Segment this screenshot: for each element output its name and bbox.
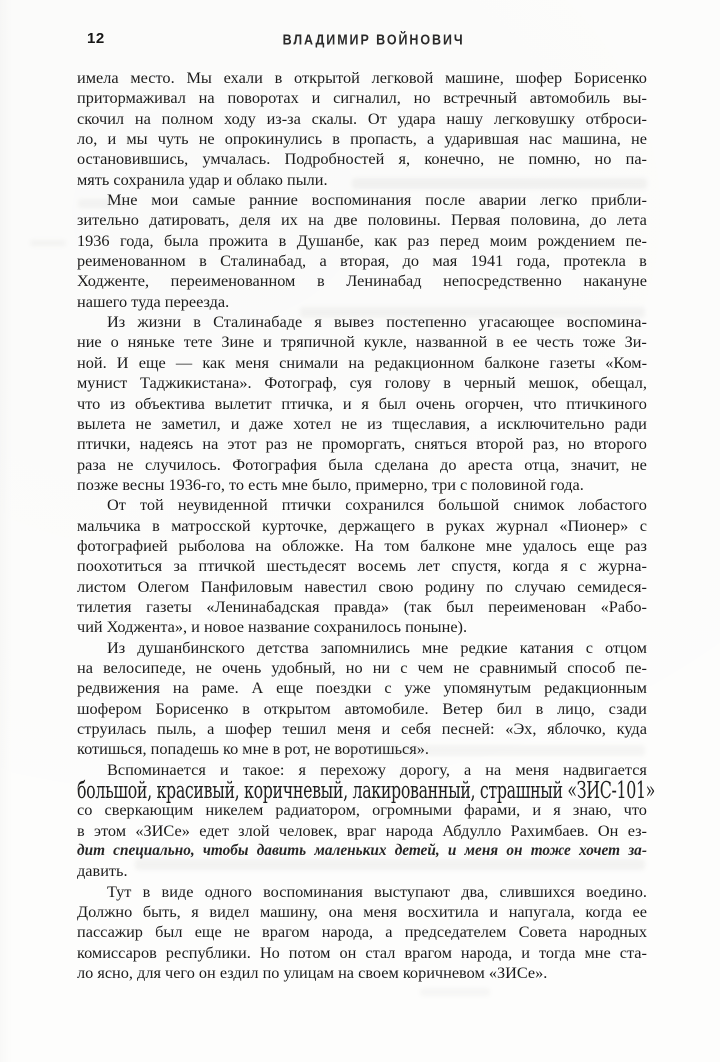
text-line: ние о няньке тете Зине и тряпичной кукле, названной в ее честь тоже Зи-: [77, 332, 647, 352]
paragraph: [77, 759, 656, 882]
text-line: редвижения на раме. А еще поездки с уже упомянутым редакционным: [77, 678, 647, 698]
text-line: Вспоминается и такое: я перехожу дорогу, а на меня надвигается: [107, 759, 647, 779]
text-line: Должно быть, я видел машину, она меня восхитила и напугала, когда ее: [77, 902, 647, 922]
running-header: [0, 32, 720, 50]
text-line: большой, красивый, коричневый, лакированный, страшный «ЗИС-101»: [77, 776, 656, 805]
text-line: шофером Борисенко в открытом автомобиле. Ветер бил в лицо, сзади: [77, 698, 647, 718]
text-line: со сверкающим никелем радиатором, огромными фарами, и я знаю, что: [77, 800, 647, 820]
text-line: ной. И еще — как меня снимали на редакционном балконе газеты «Ком-: [77, 352, 647, 372]
scan-smudge: [420, 988, 490, 996]
text-line: остановившись, умчалась. Подробностей я, конечно, не помню, но па-: [77, 149, 647, 169]
text-line: От той неувиденной птички сохранился большой снимок лобастого: [107, 495, 647, 515]
text-line: птички, надеясь на этот раз не проморгать, сняться второй раз, но второго: [77, 434, 647, 454]
text-line: имела место. Мы ехали в открытой легковой машине, шофер Борисенко: [77, 68, 647, 87]
paragraph: [77, 68, 647, 190]
paragraph: [77, 638, 647, 760]
text-line: Тут в виде одного воспоминания выступают два, слившихся воедино.: [107, 881, 647, 901]
text-line: поохотиться за птичкой шестьдесят восемь лет спустя, когда я с журна-: [77, 556, 647, 576]
text-line: скочил на полном ходу из-за скалы. От удара нашу легковушку отброси-: [77, 108, 647, 128]
text-line: мунист Таджикистана». Фотограф, суя голову в черный мешок, обещал,: [77, 373, 647, 393]
running-header-title: ВЛАДИМИР ВОЙНОВИЧ: [283, 32, 465, 49]
text-line: чий Ходжента», и новое название сохранилось поныне).: [77, 617, 468, 637]
paragraph: [77, 882, 647, 984]
text-line: на велосипеде, не очень удобный, но ни с чем не сравнимый способ пе-: [77, 657, 647, 677]
text-line: притормаживал на поворотах и сигналил, но встречный автомобиль вы-: [77, 88, 647, 108]
scan-smudge: [30, 240, 66, 246]
text-line: котишься, попадешь ко мне в рот, не воротишься».: [77, 739, 429, 759]
text-line: Ходженте, переименованном в Ленинабад непосредственно накануне: [77, 271, 647, 291]
text-line: тилетия газеты «Ленинабадская правда» (так был переименован «Рабо-: [77, 596, 647, 616]
text-line: 1936 года, была прожита в Душанбе, как раз перед моим рождением пе-: [77, 230, 647, 250]
text-line: в этом «ЗИСе» едет злой человек, враг народа Абдулло Рахимбаев. Он ез-: [77, 820, 647, 840]
text-line: комиссаров республики. Но потом он стал врагом народа, и тогда мне ста-: [77, 942, 647, 962]
text-line: дит специально, чтобы давить маленьких детей, и меня он тоже хочет за-: [77, 842, 647, 860]
page-number: 12: [87, 30, 105, 47]
text-line: зительно датировать, деля их на две половины. Первая половина, до лета: [77, 210, 647, 230]
text-line: мять сохранила удар и облако пыли.: [77, 169, 328, 189]
text-line: давить.: [77, 861, 128, 881]
text-line: ло, и мы чуть не опрокинулись в пропасть, а ударившая нас машина, не: [77, 129, 647, 149]
text-line: мальчика в матросской курточке, держащего в руках журнал «Пионер» с: [77, 515, 647, 535]
paragraph: [77, 190, 647, 312]
text-line: струилась пыль, а шофер тешил меня и себя песней: «Эх, яблочко, куда: [77, 719, 647, 738]
text-line: нашего туда переезда.: [77, 291, 230, 311]
text-line: Из жизни в Сталинабаде я вывез постепенно угасающее воспомина-: [107, 312, 647, 332]
text-line: что из объектива вылетит птичка, и я был очень огорчен, что птичкиного: [77, 393, 647, 413]
paragraph: [77, 312, 647, 495]
text-line: Мне мои самые ранние воспоминания после аварии легко прибли-: [107, 190, 647, 210]
text-line: пассажир был еще не врагом народа, а председателем Совета народных: [77, 922, 647, 942]
paragraph: [77, 495, 647, 637]
text-line: реименованном в Сталинабад, а вторая, до мая 1941 года, протекла в: [77, 251, 647, 271]
text-column: [77, 68, 656, 983]
text-line: фотографией рыболова на обложке. На том балконе мне удалось еще раз: [77, 535, 647, 555]
text-line: позже весны 1936-го, то есть мне было, примерно, три с половиной года.: [77, 474, 584, 494]
text-line: ло ясно, для чего он ездил по улицам на своем коричневом «ЗИСе».: [77, 963, 548, 983]
text-line: листом Олегом Панфиловым навестил свою родину по случаю семидеся-: [77, 576, 647, 596]
text-line: раза не случилось. Фотография была сделана до ареста отца, значит, не: [77, 454, 647, 474]
text-line: Из душанбинского детства запомнились мне редкие катания с отцом: [107, 637, 647, 657]
text-line: вылета не заметил, и даже хотел не из тщеславия, а исключительно ради: [77, 413, 647, 433]
